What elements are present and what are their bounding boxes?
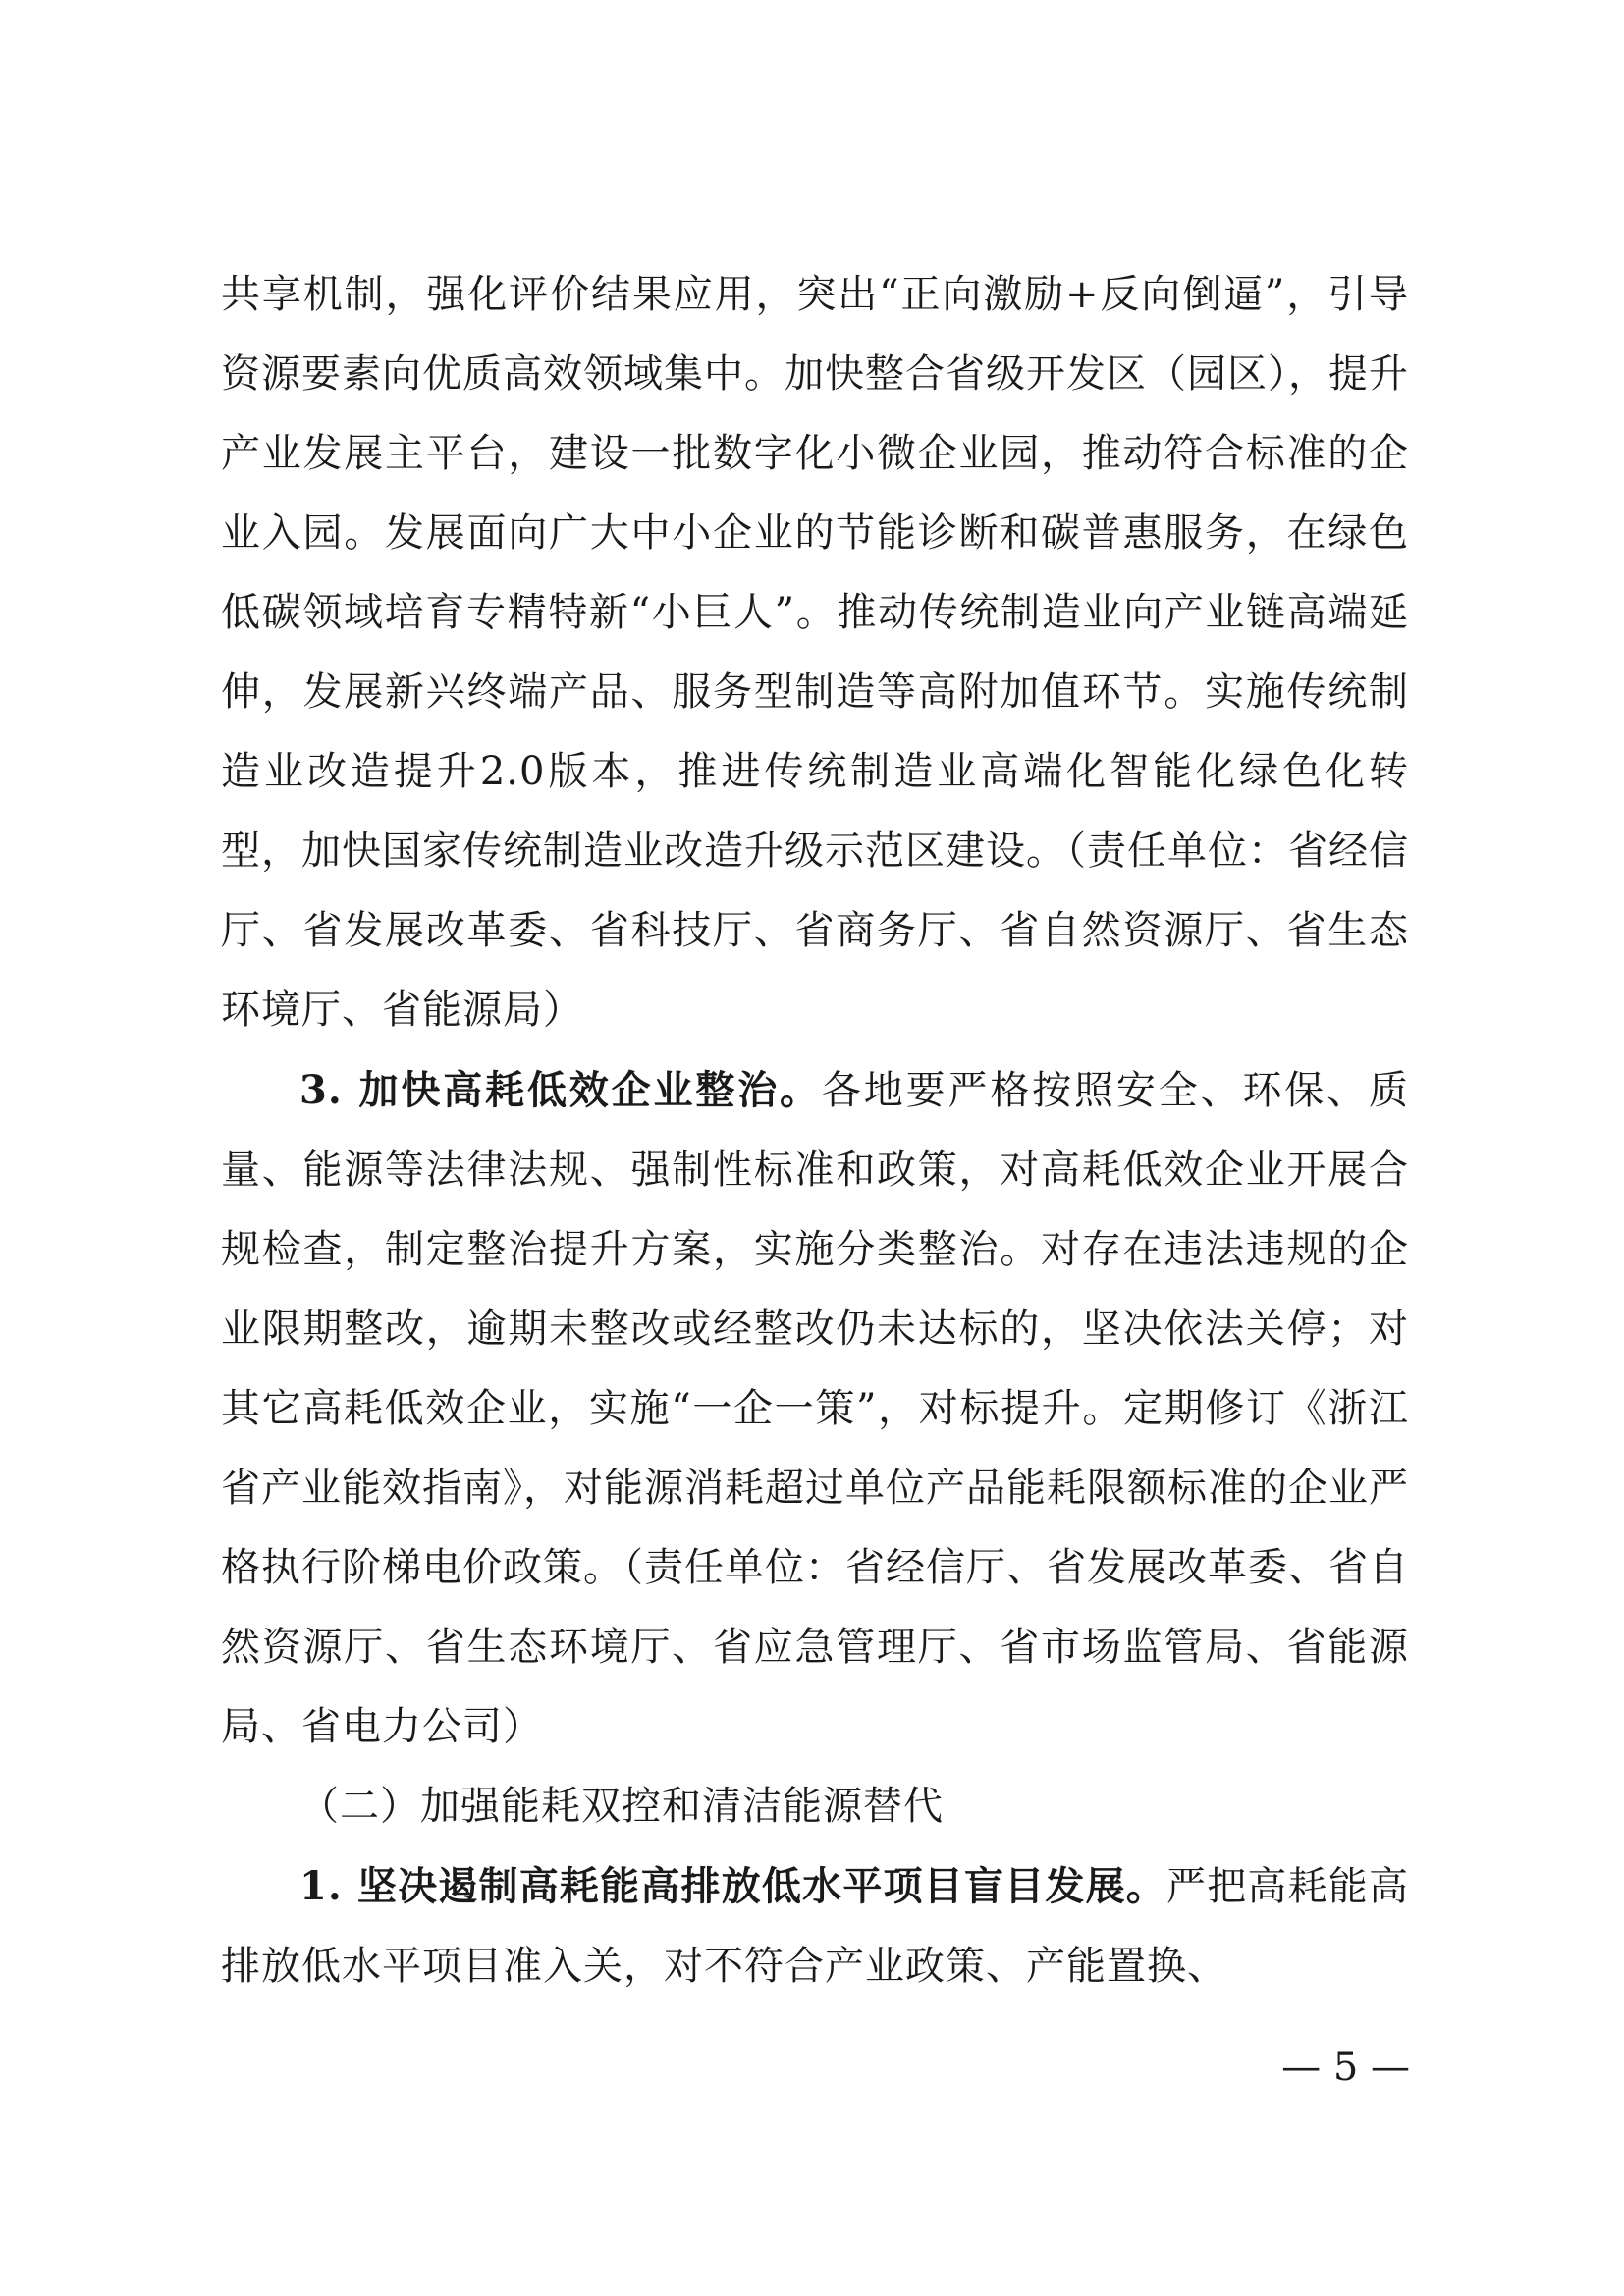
paragraph-text: 共享机制，强化评价结果应用，突出“正向激励+反向倒逼”，引导资源要素向优质高效领域集中。加快整合省级开发区（园区），提升产业发展主平台，建设一批数字化小微企业园，推动符合标准的企业入园。发展面向广大中小企业的节能诊断和碳普惠服务，在绿色低碳领域培育专精特新“小巨人”。推动传统制造业向产业链高端延伸，发展新兴终端产品、服务型制造等高附加值环节。实施传统制造业改造提升2.0版本，推进传统制造业高端化智能化绿色化转型，加快国家传统制造业改造升级示范区建设。（责任单位：省经信厅、省发展改革委、省科技厅、省商务厅、省自然资源厅、省生态环境厅、省能源局）	[221, 272, 1409, 1033]
page-number: — 5 —	[1281, 2045, 1410, 2090]
paragraph-continuation	[221, 255, 1409, 1050]
paragraph-lead: 1. 坚决遏制高耗能高排放低水平项目盲目发展。	[299, 1863, 1166, 1909]
paragraph-text: 各地要严格按照安全、环保、质量、能源等法律法规、强制性标准和政策，对高耗低效企业开展合规检查，制定整治提升方案，实施分类整治。对存在违法违规的企业限期整改，逾期未整改或经整改仍未达标的，坚决依法关停；对其它高耗低效企业，实施“一企一策”，对标提升。定期修订《浙江省产业能效指南》，对能源消耗超过单位产品能耗限额标准的企业严格执行阶梯电价政策。（责任单位：省经信厅、省发展改革委、省自然资源厅、省生态环境厅、省应急管理厅、省市场监管局、省能源局、省电力公司）	[221, 1068, 1410, 1749]
paragraph-text: 严把高耗能高排放低水平项目准入关，对不符合产业政策、产能置换、	[221, 1864, 1410, 1989]
body-text	[221, 255, 1409, 2006]
paragraph-enterprise-rectification	[221, 1050, 1409, 1767]
section-heading	[221, 1767, 1409, 1846]
section-heading-text: （二）加强能耗双控和清洁能源替代	[299, 1784, 944, 1829]
paragraph-curb-projects	[221, 1846, 1409, 2006]
paragraph-lead: 3. 加快高耗低效企业整治。	[299, 1067, 822, 1113]
